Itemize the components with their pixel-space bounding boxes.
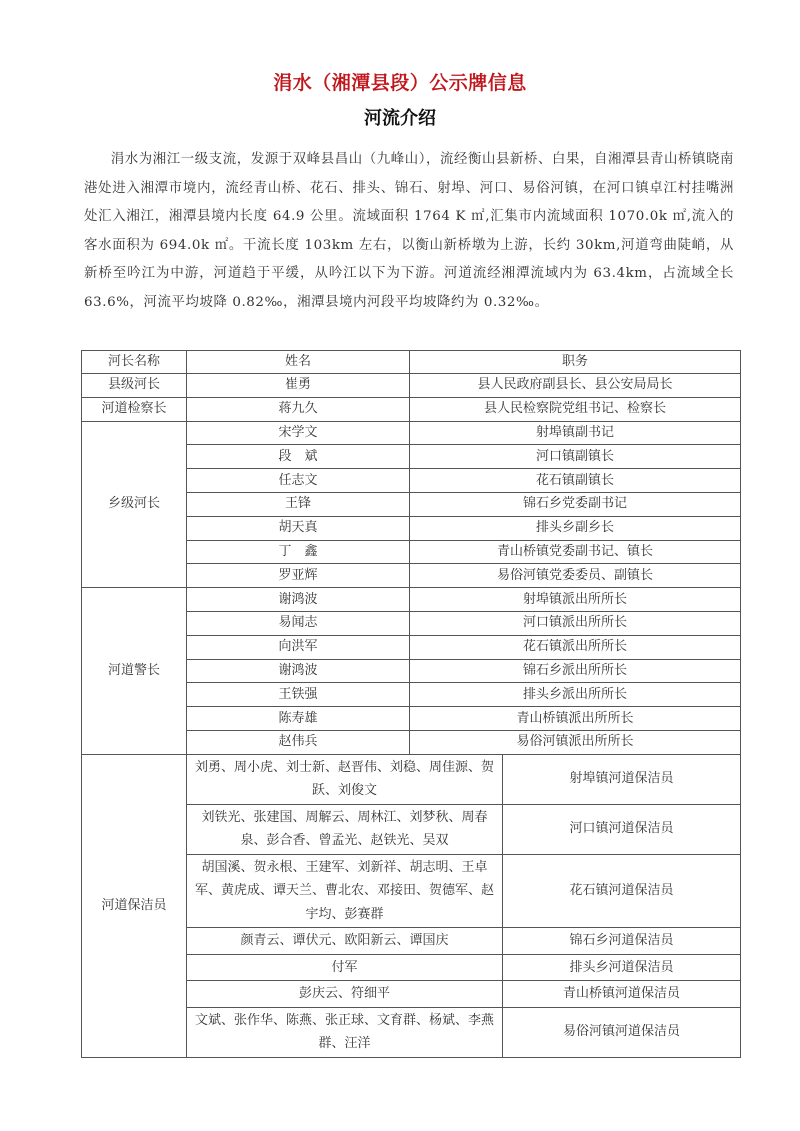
duty-cell: 青山桥镇派出所所长 [410, 707, 741, 731]
duty-cell: 排头乡副乡长 [410, 516, 741, 540]
name-cell: 易闻志 [187, 611, 410, 635]
duty-cell: 易俗河镇派出所所长 [410, 730, 741, 754]
duty-cell: 河口镇河道保洁员 [503, 804, 741, 854]
name-cell: 王锋 [187, 492, 410, 516]
name-cell: 蒋九久 [187, 397, 410, 421]
category-cell: 河道警长 [82, 588, 187, 755]
duty-cell: 射埠镇派出所所长 [410, 588, 741, 612]
category-cell: 乡级河长 [82, 421, 187, 588]
category-cell: 县级河长 [82, 374, 187, 398]
duty-cell: 易俗河镇河道保洁员 [503, 1007, 741, 1057]
name-cell: 向洪军 [187, 635, 410, 659]
duty-cell: 河口镇派出所所长 [410, 611, 741, 635]
table-row [82, 588, 741, 612]
duty-cell: 青山桥镇党委副书记、镇长 [410, 540, 741, 564]
names-cell: 文斌、张作华、陈燕、张正球、文育群、杨斌、李燕群、汪洋 [187, 1007, 503, 1057]
names-cell: 彭庆云、符细平 [187, 981, 503, 1008]
name-cell: 谢鸿波 [187, 659, 410, 683]
river-introduction: 涓水为湘江一级支流，发源于双峰县昌山（九峰山），流经衡山县新桥、白果，自湘潭县青山桥镇晓南港处进入湘潭市境内，流经青山桥、花石、排头、锦石、射埠、河口、易俗河镇，在河口镇卓江村挂嘴洲处汇入湘江，湘潭县境内长度 64.9 公里。流域面积 1764 K ㎡,汇集市内流域面积 1070.0k ㎡,流入的客水面积为 694.0k ㎡。干流长度 103km 左右，以衡山新桥墩为上游，长约 30km,河道弯曲陡峭，从新桥至吟江为中游，河道趋于平缓，从吟江以下为下游。河道流经湘潭流域内为 63.4km，占流域全长 63.6%，河流平均坡降 0.82‰，湘潭县境内河段平均坡降约为 0.32‰。 [84, 152, 734, 310]
table-row [82, 754, 741, 804]
duty-cell: 排头乡河道保洁员 [503, 954, 741, 981]
name-cell: 宋学文 [187, 421, 410, 445]
name-cell: 谢鸿波 [187, 588, 410, 612]
name-cell: 赵伟兵 [187, 730, 410, 754]
names-cell: 付军 [187, 954, 503, 981]
duty-cell: 射埠镇副书记 [410, 421, 741, 445]
name-cell: 丁 鑫 [187, 540, 410, 564]
name-cell: 胡天真 [187, 516, 410, 540]
header-name: 姓名 [187, 351, 410, 374]
river-chief-table [81, 350, 741, 1058]
section-heading: 河流介绍 [364, 108, 436, 129]
duty-cell: 花石镇副镇长 [410, 469, 741, 493]
duty-cell: 锦石乡党委副书记 [410, 492, 741, 516]
duty-cell: 锦石乡河道保洁员 [503, 928, 741, 955]
duty-cell: 射埠镇河道保洁员 [503, 754, 741, 804]
duty-cell: 县人民政府副县长、县公安局局长 [410, 374, 741, 398]
category-cell: 河道检察长 [82, 397, 187, 421]
table-row [82, 374, 741, 398]
document-title: 涓水（湘潭县段）公示牌信息 [273, 72, 527, 94]
table-row [82, 421, 741, 445]
duty-cell: 易俗河镇党委委员、副镇长 [410, 564, 741, 588]
name-cell: 任志文 [187, 469, 410, 493]
names-cell: 刘铁光、张建国、周解云、周林江、刘梦秋、周春泉、彭合香、曾孟光、赵铁光、吴双 [187, 804, 503, 854]
header-category: 河长名称 [82, 351, 187, 374]
name-cell: 罗亚辉 [187, 564, 410, 588]
duty-cell: 青山桥镇河道保洁员 [503, 981, 741, 1008]
header-duty: 职务 [410, 351, 741, 374]
names-cell: 颜青云、谭伏元、欧阳新云、谭国庆 [187, 928, 503, 955]
duty-cell: 排头乡派出所所长 [410, 683, 741, 707]
duty-cell: 河口镇副镇长 [410, 445, 741, 469]
duty-cell: 花石镇派出所所长 [410, 635, 741, 659]
names-cell: 刘勇、周小虎、刘士新、赵晋伟、刘稳、周佳源、贺跃、刘俊文 [187, 754, 503, 804]
duty-cell: 锦石乡派出所所长 [410, 659, 741, 683]
names-cell: 胡国溪、贺永根、王建军、刘新祥、胡志明、王卓军、黄虎成、谭天兰、曹北农、邓接田、贺德军、赵宇均、彭赛群 [187, 854, 503, 928]
table-row [82, 397, 741, 421]
duty-cell: 县人民检察院党组书记、检察长 [410, 397, 741, 421]
name-cell: 王铁强 [187, 683, 410, 707]
table-header-row [82, 351, 741, 374]
category-cell: 河道保洁员 [82, 754, 187, 1057]
duty-cell: 花石镇河道保洁员 [503, 854, 741, 928]
name-cell: 崔勇 [187, 374, 410, 398]
name-cell: 段 斌 [187, 445, 410, 469]
name-cell: 陈寿雄 [187, 707, 410, 731]
